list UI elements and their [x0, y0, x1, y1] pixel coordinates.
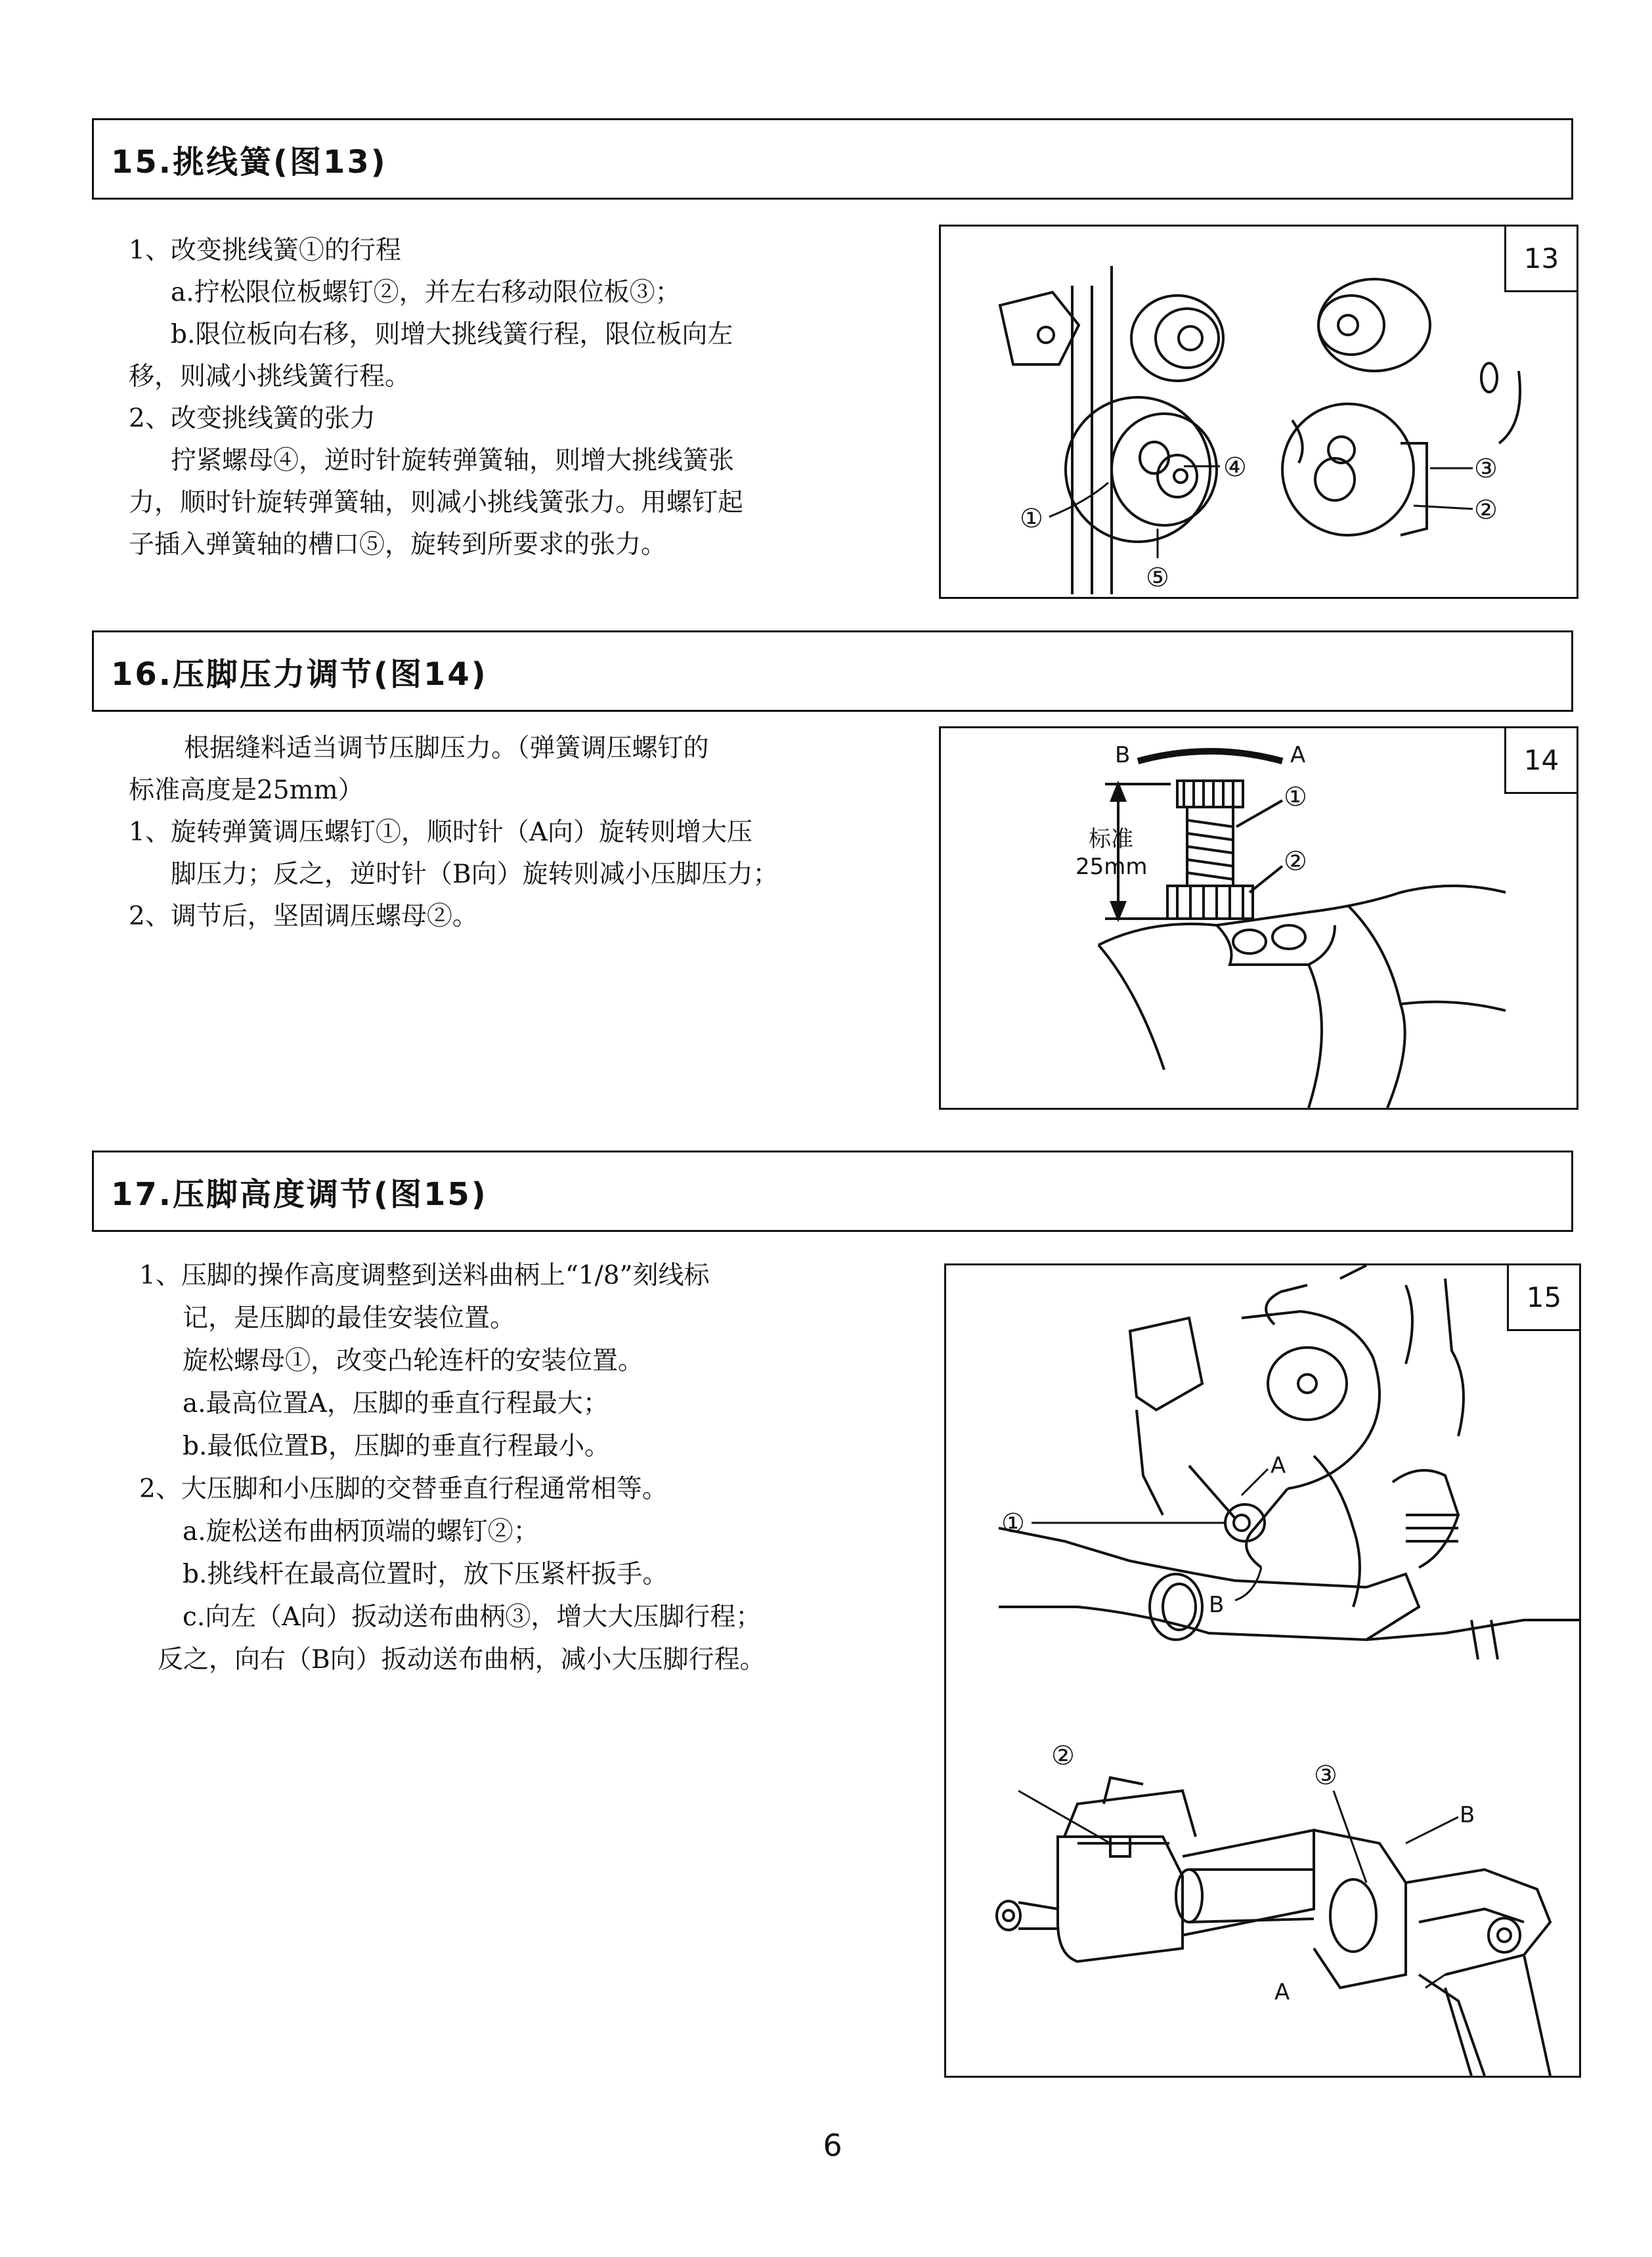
paragraph: b.挑线杆在最高位置时，放下压紧杆扳手。 — [183, 1560, 668, 1589]
paragraph: b.最低位置B，压脚的垂直行程最小。 — [183, 1432, 611, 1461]
section-header-15 — [92, 118, 1573, 200]
figure-13 — [939, 225, 1578, 599]
callout-b: B — [1115, 742, 1131, 768]
figure-number: 13 — [1504, 227, 1576, 292]
paragraph: 旋松螺母①，改变凸轮连杆的安装位置。 — [183, 1346, 644, 1376]
standard-height-label: 25mm — [1076, 854, 1148, 880]
paragraph: 标准高度是25mm） — [129, 776, 364, 805]
paragraph: a.最高位置A，压脚的垂直行程最大； — [183, 1389, 609, 1418]
paragraph: 力，顺时针旋转弹簧轴，则减小挑线簧张力。用螺钉起 — [129, 488, 744, 517]
paragraph: a.旋松送布曲柄顶端的螺钉②； — [183, 1517, 539, 1546]
section-15-text — [129, 230, 743, 566]
callout-2: ② — [1474, 495, 1498, 525]
paragraph: 1、压脚的操作高度调整到送料曲柄上“1/8”刻线标 — [139, 1261, 710, 1290]
section-header-17 — [92, 1150, 1573, 1232]
section-header-16 — [92, 630, 1573, 712]
paragraph: 子插入弹簧轴的槽口⑤，旋转到所要求的张力。 — [129, 530, 667, 559]
standard-label: 标准 — [1089, 826, 1133, 852]
callout-2: ② — [1051, 1741, 1075, 1771]
paragraph: 1、旋转弹簧调压螺钉①，顺时针（A向）旋转则增大压 — [129, 818, 752, 847]
callout-1: ① — [1020, 504, 1043, 534]
paragraph: 拧紧螺母④，逆时针旋转弹簧轴，则增大挑线簧张 — [171, 446, 735, 475]
figure-number: 14 — [1504, 728, 1576, 794]
callout-1: ① — [1284, 782, 1307, 812]
paragraph: 反之，向右（B向）扳动送布曲柄，减小大压脚行程。 — [158, 1645, 766, 1675]
paragraph: c.向左（A向）扳动送布曲柄③，增大大压脚行程； — [183, 1602, 762, 1632]
section-16-text — [129, 728, 779, 938]
callout-a-lower: A — [1274, 1979, 1290, 2005]
callout-b: B — [1209, 1592, 1225, 1618]
section-title: 15.挑线簧(图13) — [111, 143, 387, 181]
callout-3: ③ — [1314, 1761, 1337, 1791]
section-17-text — [131, 1254, 766, 1681]
presser-pressure-illustration — [941, 728, 1576, 1108]
paragraph: 脚压力；反之，逆时针（B向）旋转则减小压脚压力； — [171, 860, 779, 889]
paragraph: 2、大压脚和小压脚的交替垂直行程通常相等。 — [139, 1474, 668, 1504]
paragraph: b.限位板向右移，则增大挑线簧行程，限位板向左 — [171, 320, 733, 349]
section-title: 17.压脚高度调节(图15) — [111, 1175, 488, 1213]
paragraph: 移，则减小挑线簧行程。 — [129, 362, 411, 391]
callout-1: ① — [1001, 1508, 1025, 1539]
figure-number: 15 — [1507, 1265, 1579, 1331]
callout-4: ④ — [1223, 452, 1247, 483]
paragraph: 2、调节后，坚固调压螺母②。 — [129, 902, 478, 931]
paragraph: a.拧松限位板螺钉②，并左右移动限位板③； — [171, 278, 681, 307]
paragraph: 根据缝料适当调节压脚压力。（弹簧调压螺钉的 — [184, 734, 709, 763]
callout-a: A — [1290, 742, 1306, 768]
page-number: 6 — [823, 2128, 842, 2163]
paragraph: 记，是压脚的最佳安装位置。 — [183, 1304, 516, 1333]
figure-15 — [944, 1263, 1581, 2078]
paragraph: 2、改变挑线簧的张力 — [129, 404, 376, 433]
callout-3: ③ — [1474, 454, 1498, 484]
figure-14 — [939, 726, 1578, 1110]
callout-a: A — [1271, 1453, 1286, 1479]
callout-2: ② — [1284, 846, 1307, 877]
presser-height-illustration — [946, 1265, 1579, 2076]
callout-5: ⑤ — [1146, 563, 1169, 593]
section-title: 16.压脚压力调节(图14) — [111, 655, 488, 693]
paragraph: 1、改变挑线簧①的行程 — [129, 236, 401, 265]
callout-b-lower: B — [1460, 1802, 1475, 1828]
thread-spring-illustration — [941, 227, 1576, 597]
